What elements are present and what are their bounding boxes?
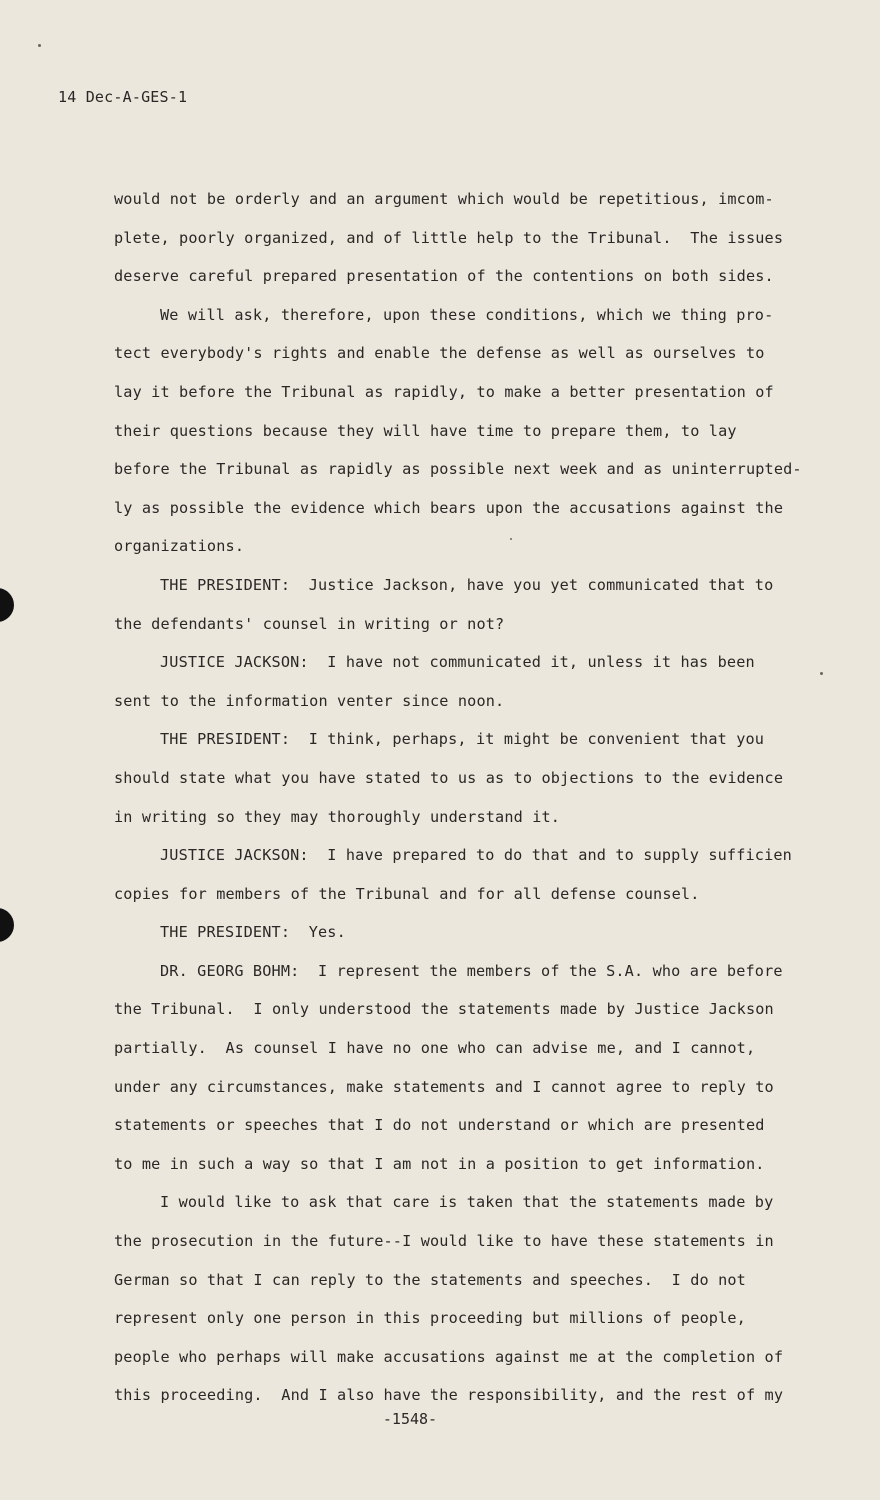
transcript-line: before the Tribunal as rapidly as possible next week and as uninterrupted- (114, 460, 802, 479)
transcript-line: in writing so they may thoroughly understand it. (114, 807, 561, 826)
transcript-line: tect everybody's rights and enable the defense as well as ourselves to (114, 344, 765, 363)
transcript-line: the Tribunal. I only understood the statements made by Justice Jackson (114, 1000, 774, 1019)
transcript-line: JUSTICE JACKSON: I have not communicated it, unless it has been (160, 653, 755, 672)
transcript-line: I would like to ask that care is taken that the statements made by (160, 1193, 774, 1212)
transcript-line: German so that I can reply to the statements and speeches. I do not (114, 1270, 746, 1289)
transcript-line: to me in such a way so that I am not in a position to get information. (114, 1154, 765, 1173)
transcript-line: THE PRESIDENT: I think, perhaps, it might be convenient that you (160, 730, 765, 749)
punch-hole (0, 908, 14, 942)
transcript-line: copies for members of the Tribunal and for all defense counsel. (114, 884, 700, 903)
transcript-line: would not be orderly and an argument which would be repetitious, imcom- (114, 190, 774, 208)
transcript-body (114, 180, 834, 1415)
transcript-line: THE PRESIDENT: Yes. (160, 923, 346, 942)
transcript-line: the prosecution in the future--I would like to have these statements in (114, 1232, 774, 1251)
transcript-line: should state what you have stated to us as to objections to the evidence (114, 768, 784, 787)
paper-speck (38, 44, 41, 47)
transcript-line: people who perhaps will make accusations against me at the completion of (114, 1347, 784, 1366)
transcript-line: this proceeding. And I also have the responsibility, and the rest of my (114, 1386, 784, 1405)
transcript-line: represent only one person in this proceeding but millions of people, (114, 1309, 746, 1328)
transcript-line: lay it before the Tribunal as rapidly, to make a better presentation of (114, 382, 774, 401)
transcript-line: the defendants' counsel in writing or not? (114, 614, 505, 633)
transcript-line: plete, poorly organized, and of little help to the Tribunal. The issues (114, 228, 784, 247)
transcript-line: JUSTICE JACKSON: I have prepared to do that and to supply sufficien (160, 846, 792, 865)
transcript-line: THE PRESIDENT: Justice Jackson, have you yet communicated that to (160, 575, 774, 594)
transcript-line: We will ask, therefore, upon these conditions, which we thing pro- (160, 305, 774, 324)
transcript-line: sent to the information venter since noon. (114, 691, 505, 710)
punch-hole (0, 588, 14, 622)
transcript-line: their questions because they will have time to prepare them, to lay (114, 421, 737, 440)
transcript-line: DR. GEORG BOHM: I represent the members of the S.A. who are before (160, 961, 783, 980)
transcript-line: under any circumstances, make statements and I cannot agree to reply to (114, 1077, 774, 1096)
transcript-line: ly as possible the evidence which bears upon the accusations against the (114, 498, 784, 517)
transcript-line: deserve careful prepared presentation of the contentions on both sides. (114, 267, 774, 286)
transcript-line: organizations. (114, 537, 245, 556)
transcript-line: partially. As counsel I have no one who can advise me, and I cannot, (114, 1039, 756, 1058)
transcript-line: statements or speeches that I do not understand or which are presented (114, 1116, 765, 1135)
document-header: 14 Dec-A-GES-1 (58, 88, 188, 106)
page-number: -1548- (382, 1410, 438, 1428)
